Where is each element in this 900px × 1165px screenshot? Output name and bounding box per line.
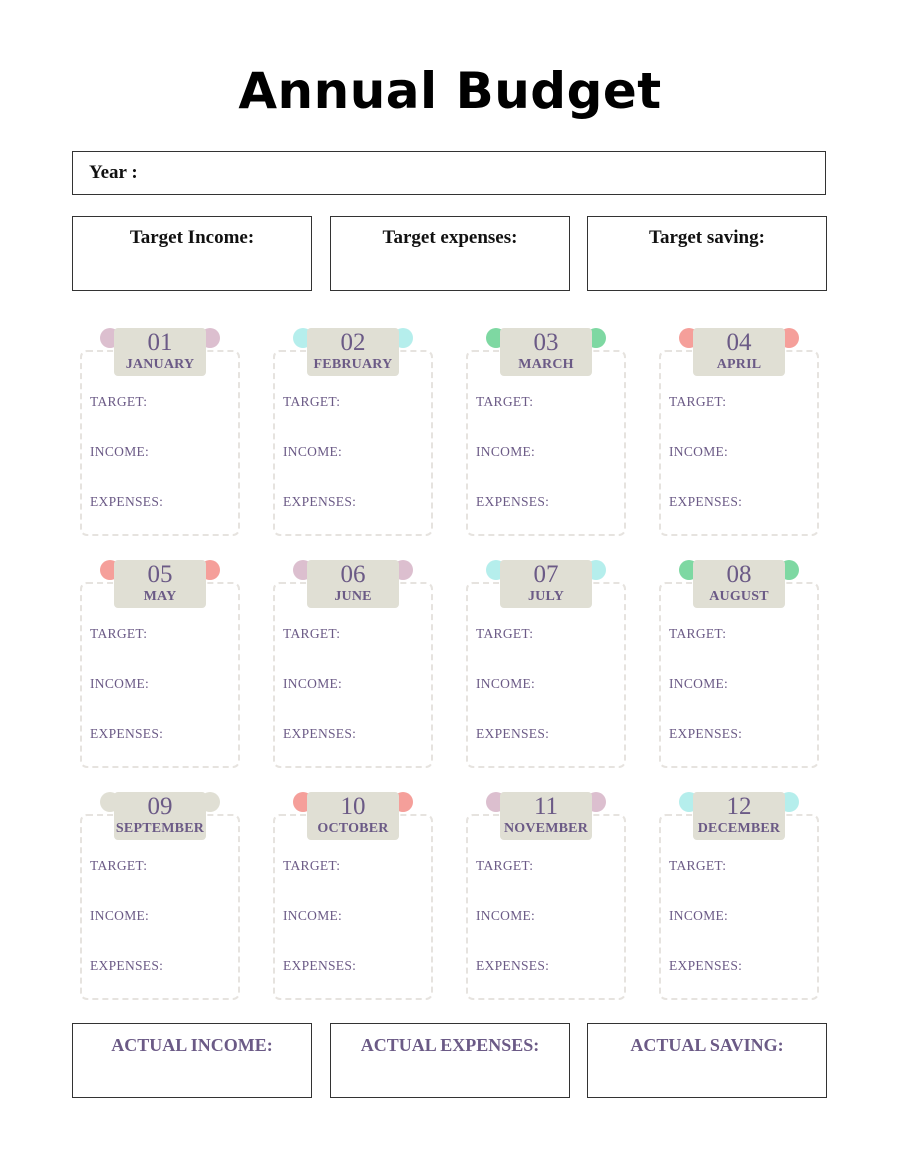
month-expenses-label: EXPENSES: bbox=[669, 958, 743, 973]
month-card[interactable] bbox=[273, 582, 433, 768]
target-expenses-box[interactable] bbox=[330, 216, 570, 291]
month-number: 04 bbox=[726, 329, 752, 356]
month-tab bbox=[693, 560, 785, 608]
month-card[interactable] bbox=[273, 350, 433, 536]
month-number: 08 bbox=[726, 561, 752, 588]
month-name: NOVEMBER bbox=[503, 821, 589, 836]
month-income-label: INCOME: bbox=[669, 444, 729, 459]
month-tab bbox=[500, 560, 592, 608]
actual-saving-box[interactable] bbox=[587, 1023, 827, 1098]
month-target-label: TARGET: bbox=[476, 626, 534, 641]
month-card[interactable] bbox=[659, 582, 819, 768]
month-name: JANUARY bbox=[125, 357, 195, 372]
month-expenses-label: EXPENSES: bbox=[476, 494, 550, 509]
month-number: 06 bbox=[340, 561, 366, 588]
month-expenses-label: EXPENSES: bbox=[90, 494, 164, 509]
month-name: APRIL bbox=[716, 357, 762, 372]
month-name: AUGUST bbox=[709, 589, 769, 604]
month-card[interactable] bbox=[80, 814, 240, 1000]
month-tab bbox=[114, 560, 206, 608]
target-income-box[interactable] bbox=[72, 216, 312, 291]
month-card[interactable] bbox=[466, 350, 626, 536]
month-tab bbox=[500, 328, 592, 376]
month-expenses-label: EXPENSES: bbox=[476, 726, 550, 741]
month-number: 11 bbox=[533, 793, 559, 820]
month-expenses-label: EXPENSES: bbox=[283, 726, 357, 741]
month-tab bbox=[307, 328, 399, 376]
month-target-label: TARGET: bbox=[669, 626, 727, 641]
month-name: OCTOBER bbox=[317, 821, 389, 836]
month-target-label: TARGET: bbox=[283, 626, 341, 641]
month-target-label: TARGET: bbox=[90, 394, 148, 409]
actual-expenses-label: ACTUAL EXPENSES: bbox=[360, 1035, 540, 1055]
month-name: SEPTEMBER bbox=[115, 821, 205, 836]
month-tab bbox=[114, 792, 206, 840]
month-tab bbox=[500, 792, 592, 840]
month-card[interactable] bbox=[466, 582, 626, 768]
month-expenses-label: EXPENSES: bbox=[476, 958, 550, 973]
month-income-label: INCOME: bbox=[90, 908, 150, 923]
month-income-label: INCOME: bbox=[476, 444, 536, 459]
year-label: Year : bbox=[89, 162, 138, 183]
month-target-label: TARGET: bbox=[90, 626, 148, 641]
month-name: JUNE bbox=[334, 589, 372, 604]
month-number: 01 bbox=[147, 329, 173, 356]
month-income-label: INCOME: bbox=[669, 676, 729, 691]
month-name: MARCH bbox=[518, 357, 574, 372]
target-income-label: Target Income: bbox=[129, 227, 255, 248]
month-name: FEBRUARY bbox=[313, 357, 393, 372]
month-name: DECEMBER bbox=[697, 821, 781, 836]
month-income-label: INCOME: bbox=[283, 676, 343, 691]
month-income-label: INCOME: bbox=[90, 444, 150, 459]
month-tab bbox=[693, 328, 785, 376]
month-target-label: TARGET: bbox=[283, 858, 341, 873]
month-expenses-label: EXPENSES: bbox=[283, 494, 357, 509]
year-field[interactable] bbox=[72, 151, 826, 195]
month-income-label: INCOME: bbox=[90, 676, 150, 691]
month-expenses-label: EXPENSES: bbox=[283, 958, 357, 973]
target-saving-label: Target saving: bbox=[649, 227, 765, 248]
month-name: MAY bbox=[143, 589, 177, 604]
month-expenses-label: EXPENSES: bbox=[90, 726, 164, 741]
month-name: JULY bbox=[527, 589, 565, 604]
month-income-label: INCOME: bbox=[476, 908, 536, 923]
month-target-label: TARGET: bbox=[476, 858, 534, 873]
month-card[interactable] bbox=[466, 814, 626, 1000]
month-card[interactable] bbox=[273, 814, 433, 1000]
month-number: 02 bbox=[340, 329, 366, 356]
month-tab bbox=[114, 328, 206, 376]
month-target-label: TARGET: bbox=[476, 394, 534, 409]
actual-saving-label: ACTUAL SAVING: bbox=[630, 1035, 784, 1055]
month-number: 05 bbox=[147, 561, 173, 588]
month-tab bbox=[693, 792, 785, 840]
month-card[interactable] bbox=[80, 350, 240, 536]
month-card[interactable] bbox=[80, 582, 240, 768]
month-expenses-label: EXPENSES: bbox=[90, 958, 164, 973]
month-tab bbox=[307, 792, 399, 840]
page-title: Annual Budget bbox=[238, 62, 662, 120]
month-expenses-label: EXPENSES: bbox=[669, 494, 743, 509]
month-number: 03 bbox=[533, 329, 559, 356]
month-income-label: INCOME: bbox=[283, 908, 343, 923]
month-target-label: TARGET: bbox=[283, 394, 341, 409]
month-target-label: TARGET: bbox=[90, 858, 148, 873]
month-number: 07 bbox=[533, 561, 559, 588]
target-expenses-label: Target expenses: bbox=[382, 227, 518, 248]
month-number: 12 bbox=[726, 793, 752, 820]
month-income-label: INCOME: bbox=[669, 908, 729, 923]
month-target-label: TARGET: bbox=[669, 394, 727, 409]
month-card[interactable] bbox=[659, 350, 819, 536]
month-tab bbox=[307, 560, 399, 608]
month-number: 09 bbox=[147, 793, 173, 820]
month-income-label: INCOME: bbox=[476, 676, 536, 691]
month-expenses-label: EXPENSES: bbox=[669, 726, 743, 741]
month-card[interactable] bbox=[659, 814, 819, 1000]
actual-expenses-box[interactable] bbox=[330, 1023, 570, 1098]
target-saving-box[interactable] bbox=[587, 216, 827, 291]
month-target-label: TARGET: bbox=[669, 858, 727, 873]
month-number: 10 bbox=[340, 793, 366, 820]
actual-income-label: ACTUAL INCOME: bbox=[111, 1035, 273, 1055]
month-income-label: INCOME: bbox=[283, 444, 343, 459]
actual-income-box[interactable] bbox=[72, 1023, 312, 1098]
